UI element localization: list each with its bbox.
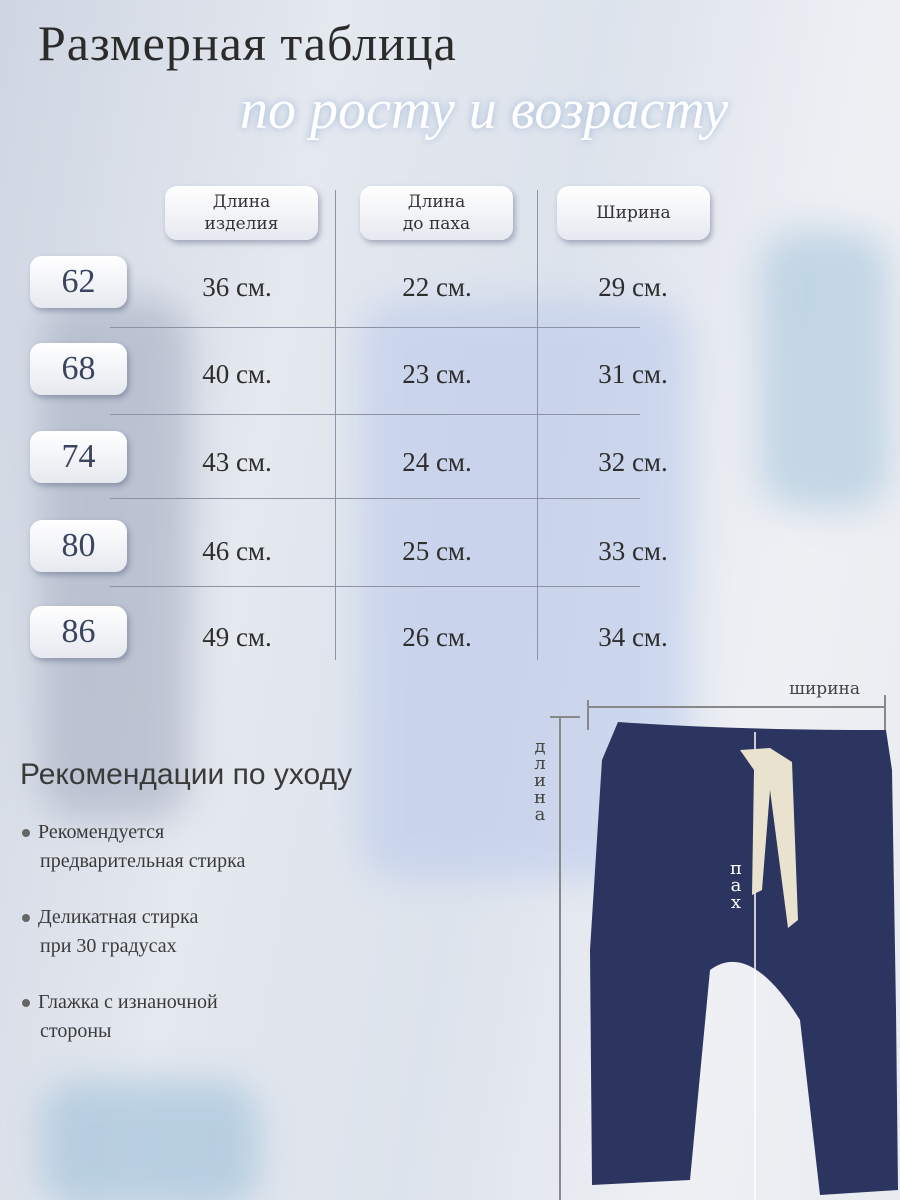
crotch-label: п а х	[730, 858, 742, 913]
page-title: Размерная таблица	[38, 15, 457, 71]
row-divider	[110, 498, 640, 499]
table-cell: 36 см.	[202, 272, 272, 302]
size-label: 62	[30, 256, 127, 308]
care-text: Глажка с изнаночной	[38, 991, 218, 1013]
bullet-icon	[22, 999, 30, 1007]
column-divider	[537, 190, 538, 660]
header-line: Длина	[212, 192, 271, 212]
table-cell: 32 см.	[598, 447, 668, 477]
table-cell: 29 см.	[598, 272, 668, 302]
table-cell: 25 см.	[402, 536, 472, 566]
care-item	[22, 988, 218, 1046]
size-label: 80	[30, 520, 127, 572]
table-cell: 31 см.	[598, 359, 668, 389]
table-cell: 23 см.	[402, 359, 472, 389]
size-label: 86	[30, 606, 127, 658]
care-text: предварительная стирка	[40, 850, 246, 872]
table-cell: 33 см.	[598, 536, 668, 566]
table-cell: 49 см.	[202, 622, 272, 652]
pants-diagram	[530, 690, 900, 1200]
water-splash	[760, 230, 890, 510]
column-header-crotch-length	[360, 186, 513, 240]
pants-shape	[590, 722, 898, 1195]
header-line: Ширина	[596, 203, 671, 223]
care-text: при 30 градусах	[40, 935, 177, 957]
size-label: 68	[30, 343, 127, 395]
header-line: до паха	[402, 214, 471, 234]
width-label: ширина	[789, 679, 860, 699]
table-cell: 34 см.	[598, 622, 668, 652]
care-text: Деликатная стирка	[38, 906, 199, 928]
page-subtitle: по росту и возрасту	[240, 79, 729, 141]
bullet-icon	[22, 829, 30, 837]
care-item	[22, 903, 198, 961]
column-divider	[335, 190, 336, 660]
column-header-width	[557, 186, 710, 240]
row-divider	[110, 586, 640, 587]
table-cell: 24 см.	[402, 447, 472, 477]
care-item	[22, 818, 245, 876]
water-splash	[40, 1080, 260, 1200]
column-header-length	[165, 186, 318, 240]
care-text: Рекомендуется	[38, 821, 165, 843]
row-divider	[110, 414, 640, 415]
table-cell: 46 см.	[202, 536, 272, 566]
length-label: д л и н а	[534, 736, 546, 825]
table-cell: 40 см.	[202, 359, 272, 389]
row-divider	[110, 327, 640, 328]
header-line: изделия	[204, 214, 279, 234]
table-cell: 26 см.	[402, 622, 472, 652]
table-cell: 43 см.	[202, 447, 272, 477]
care-text: стороны	[40, 1020, 112, 1042]
care-title: Рекомендации по уходу	[20, 758, 353, 791]
size-label: 74	[30, 431, 127, 483]
header-line: Длина	[407, 192, 466, 212]
table-cell: 22 см.	[402, 272, 472, 302]
bullet-icon	[22, 914, 30, 922]
